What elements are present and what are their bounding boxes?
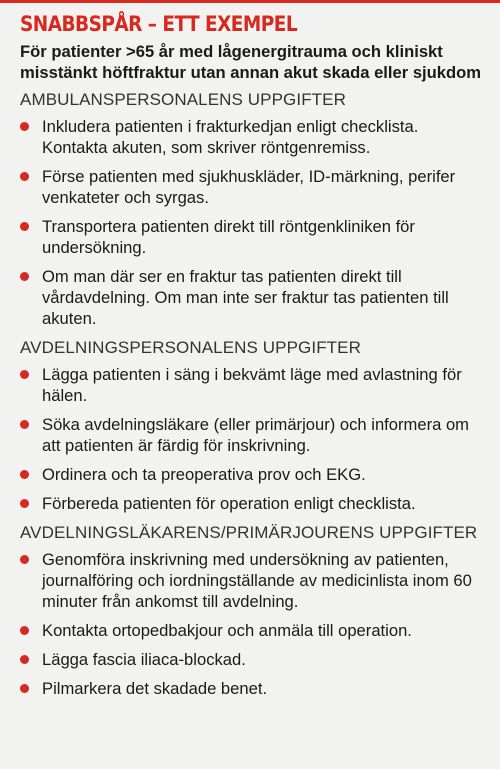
list-item: Lägga patienten i säng i bekvämt läge med avlastning för hälen. bbox=[20, 364, 486, 406]
top-rule bbox=[0, 0, 500, 3]
bullet-icon bbox=[20, 370, 29, 379]
bullet-icon bbox=[20, 122, 29, 131]
section-heading: AVDELNINGSLÄKARENS/PRIMÄRJOURENS UPPGIFTER bbox=[20, 523, 478, 542]
bullet-icon bbox=[20, 222, 29, 231]
list-item: Förbereda patienten för operation enligt checklista. bbox=[20, 493, 486, 514]
item-list bbox=[20, 364, 486, 514]
list-item: Genomföra inskrivning med undersökning av patienten, journalföring och iordningställande av medicinlista inom 60 minuter från ankomst till avdelning. bbox=[20, 549, 486, 612]
box-title: SNABBSPÅR – ETT EXEMPEL bbox=[20, 12, 298, 36]
bullet-icon bbox=[20, 470, 29, 479]
section-heading: AVDELNINGSPERSONALENS UPPGIFTER bbox=[20, 338, 361, 357]
list-item: Lägga fascia iliaca-blockad. bbox=[20, 649, 486, 670]
item-list bbox=[20, 549, 486, 699]
bullet-icon bbox=[20, 684, 29, 693]
list-item: Om man där ser en fraktur tas patienten direkt till vårdavdelning. Om man inte ser fraktur tas patienten till akuten. bbox=[20, 266, 486, 329]
intro-text: För patienter >65 år med lågenergitrauma och kliniskt misstänkt höftfraktur utan annan akut skada eller sjukdom bbox=[20, 42, 482, 82]
bullet-icon bbox=[20, 655, 29, 664]
bullet-icon bbox=[20, 499, 29, 508]
bullet-icon bbox=[20, 172, 29, 181]
list-item: Förse patienten med sjukhuskläder, ID-märkning, perifer venkateter och syrgas. bbox=[20, 166, 486, 208]
list-item: Pilmarkera det skadade benet. bbox=[20, 678, 486, 699]
list-item: Söka avdelningsläkare (eller primärjour) och informera om att patienten är färdig för inskrivning. bbox=[20, 414, 486, 456]
bullet-icon bbox=[20, 420, 29, 429]
section-ward-physician bbox=[20, 522, 486, 699]
section-ward-staff bbox=[20, 337, 486, 514]
bullet-icon bbox=[20, 555, 29, 564]
bullet-icon bbox=[20, 272, 29, 281]
section-ambulance bbox=[20, 89, 486, 329]
list-item: Ordinera och ta preoperativa prov och EKG. bbox=[20, 464, 486, 485]
list-item: Transportera patienten direkt till röntgenkliniken för undersökning. bbox=[20, 216, 486, 258]
bullet-icon bbox=[20, 626, 29, 635]
list-item: Inkludera patienten i frakturkedjan enligt checklista. Kontakta akuten, som skriver röntgenremiss. bbox=[20, 116, 486, 158]
section-heading: AMBULANSPERSONALENS UPPGIFTER bbox=[20, 90, 346, 109]
item-list bbox=[20, 116, 486, 329]
list-item: Kontakta ortopedbakjour och anmäla till operation. bbox=[20, 620, 486, 641]
